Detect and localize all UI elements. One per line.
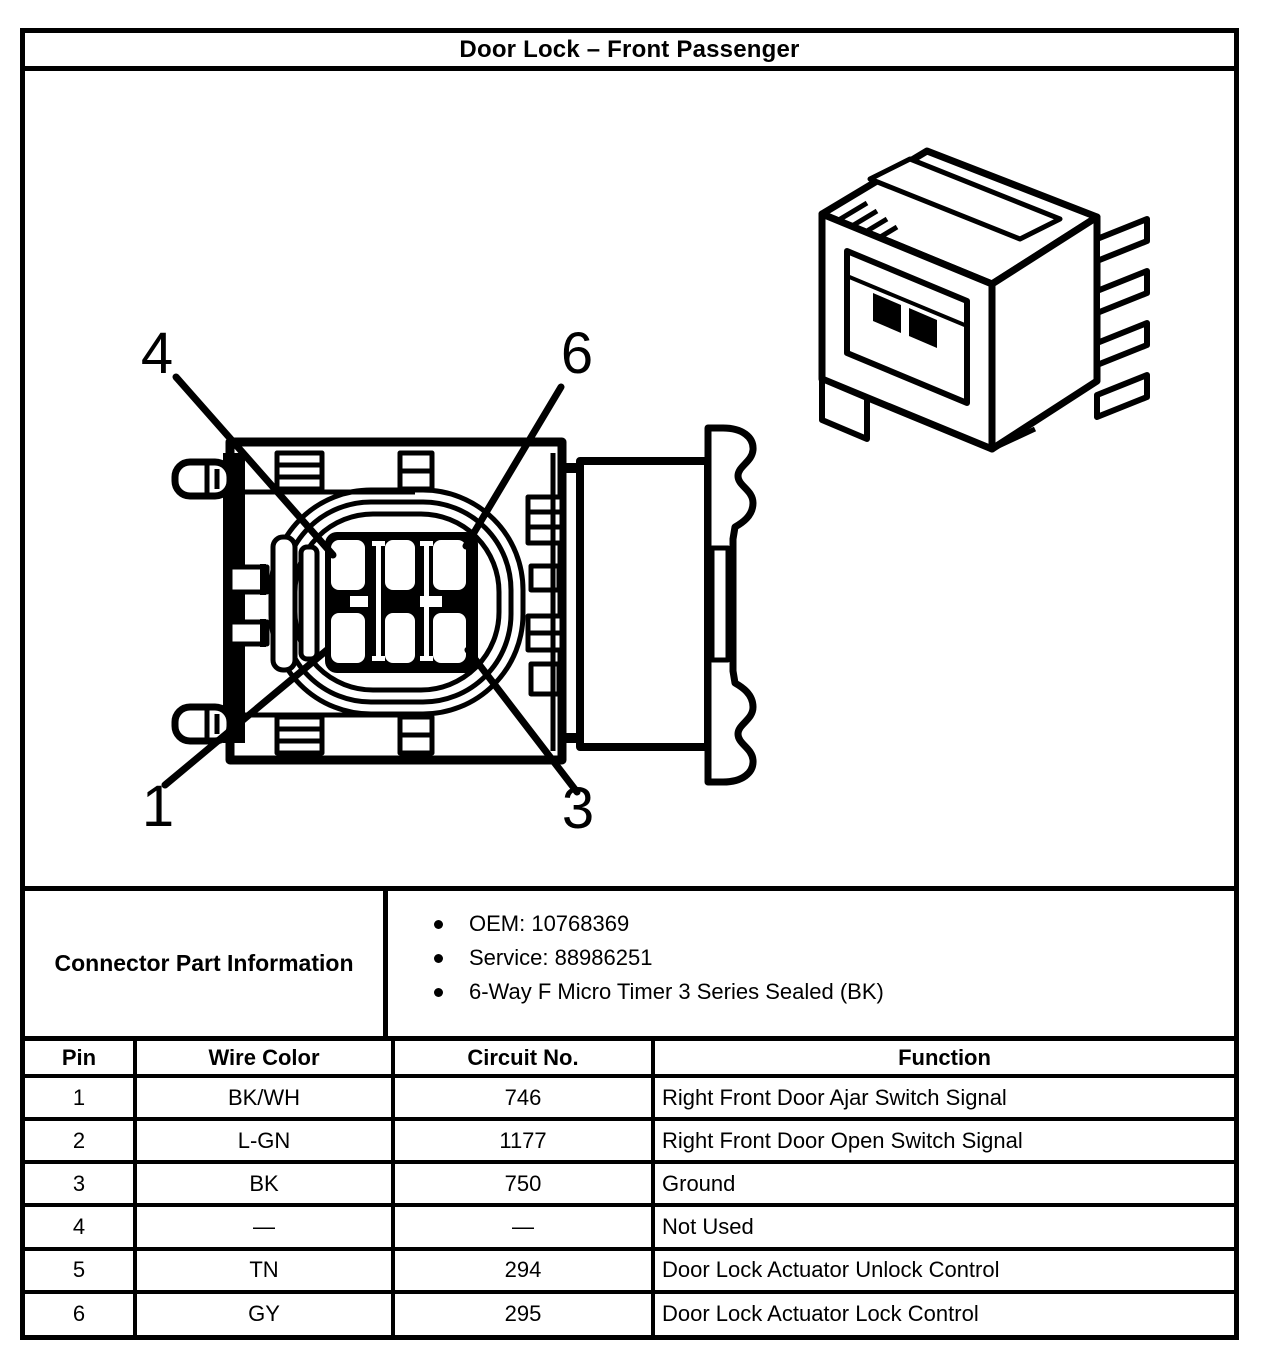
cell-wire-color: BK/WH [135,1076,393,1119]
part-info-label: Connector Part Information [25,891,388,1036]
cell-wire-color: TN [135,1249,393,1292]
cell-function: Right Front Door Open Switch Signal [653,1119,1234,1162]
cell-wire-color: BK [135,1162,393,1205]
cell-wire-color: L-GN [135,1119,393,1162]
part-info-service-text: Service: 88986251 [469,945,653,970]
cell-function: Right Front Door Ajar Switch Signal [653,1076,1234,1119]
cell-wire-color: GY [135,1292,393,1335]
document-frame [20,28,1239,1340]
table-row [25,1076,1234,1119]
header-wire-color: Wire Color [135,1041,393,1076]
table-row [25,1292,1234,1335]
connector-diagram-svg [25,71,1234,886]
cell-pin: 6 [25,1292,135,1335]
table-row [25,1249,1234,1292]
part-info-oem [434,907,1224,941]
callout-number-1: 1 [141,774,175,839]
part-info-bullet-list [434,907,1224,1009]
cell-circuit: 294 [393,1249,653,1292]
part-info-oem-text: OEM: 10768369 [469,911,630,936]
cell-circuit: 1177 [393,1119,653,1162]
cell-function: Door Lock Actuator Lock Control [653,1292,1234,1335]
cell-function: Door Lock Actuator Unlock Control [653,1249,1234,1292]
table-row [25,1205,1234,1248]
part-info-service [434,941,1224,975]
connector-isometric-view [822,151,1147,449]
part-info-details [388,891,1234,1036]
header-circuit-no: Circuit No. [393,1041,653,1076]
cell-pin: 3 [25,1162,135,1205]
callout-number-6: 6 [560,321,594,386]
callout-number-3: 3 [561,776,595,841]
bullet-icon [434,920,443,929]
header-function: Function [653,1041,1234,1076]
cell-pin: 5 [25,1249,135,1292]
part-info-series [434,975,1224,1009]
bullet-icon [434,988,443,997]
table-row [25,1119,1234,1162]
page-title: Door Lock – Front Passenger [459,35,800,63]
cell-function: Not Used [653,1205,1234,1248]
cell-circuit: 295 [393,1292,653,1335]
connector-part-info-section [25,891,1234,1041]
cell-pin: 2 [25,1119,135,1162]
cell-function: Ground [653,1162,1234,1205]
pinout-table [25,1041,1234,1335]
table-row [25,1162,1234,1205]
header-pin: Pin [25,1041,135,1076]
cell-circuit: 750 [393,1162,653,1205]
table-header-row [25,1041,1234,1076]
bullet-icon [434,954,443,963]
connector-face-view [175,428,753,782]
cell-pin: 1 [25,1076,135,1119]
cell-circuit: — [393,1205,653,1248]
cell-wire-color: — [135,1205,393,1248]
pinout-table-section [25,1041,1234,1335]
connector-diagram-area [25,71,1234,891]
callout-number-4: 4 [140,321,174,386]
cell-pin: 4 [25,1205,135,1248]
title-bar [25,33,1234,71]
cell-circuit: 746 [393,1076,653,1119]
part-info-series-text: 6-Way F Micro Timer 3 Series Sealed (BK) [469,979,884,1004]
